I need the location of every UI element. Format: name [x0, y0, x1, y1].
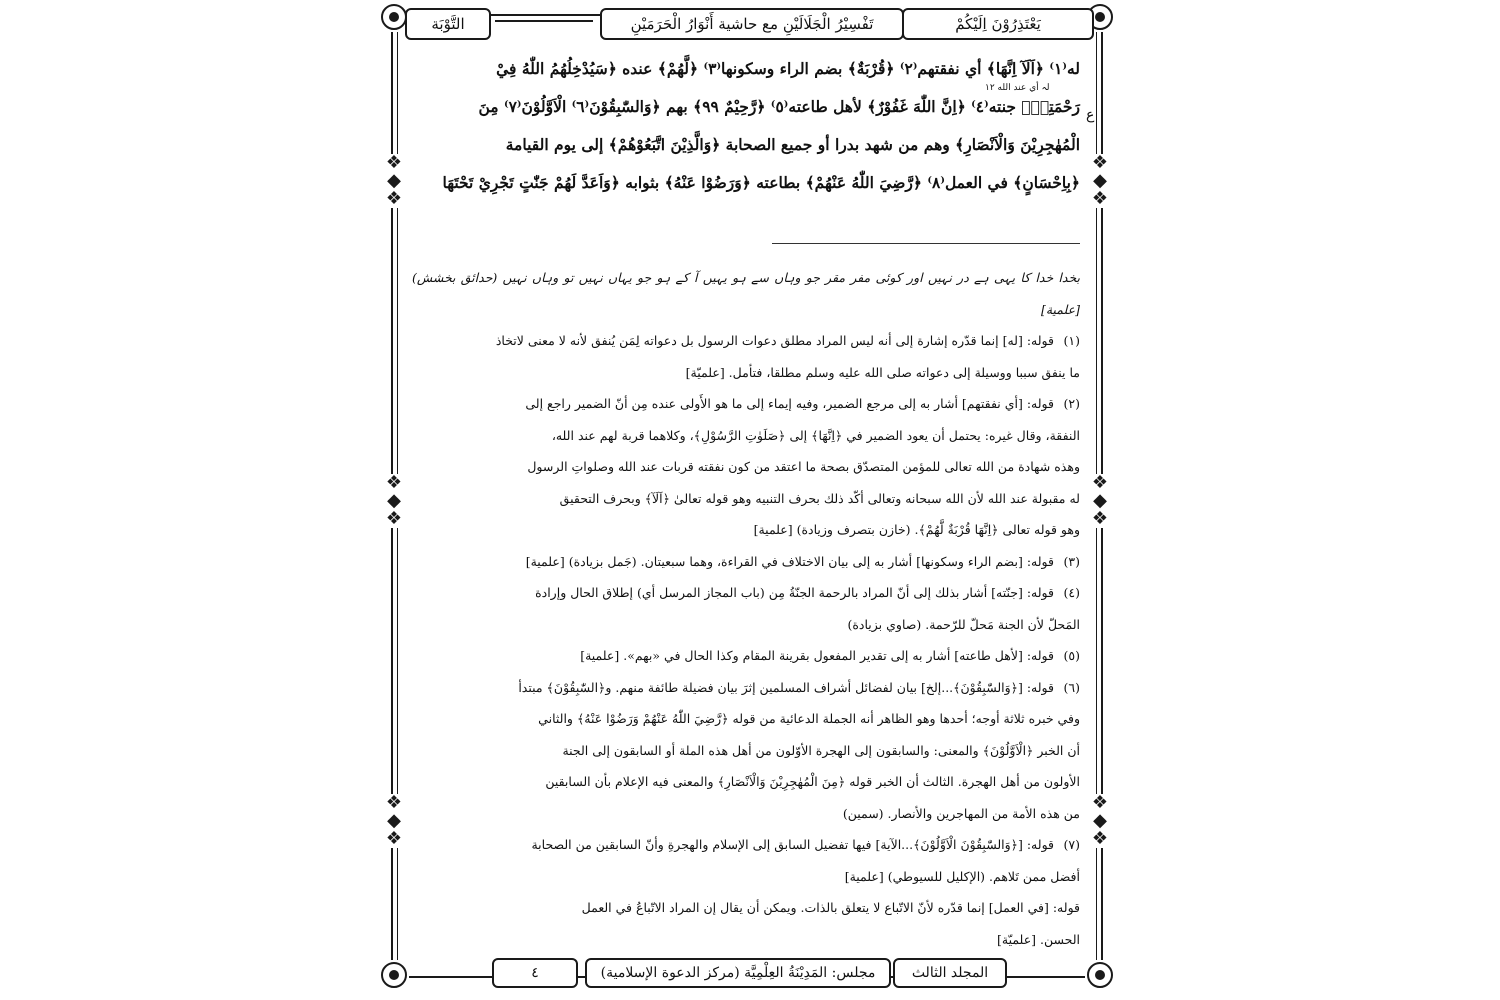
- footnote-8: [412, 892, 1080, 955]
- footnote-1: [412, 325, 1080, 388]
- footnote-6: [412, 672, 1080, 830]
- footnote-4: [412, 577, 1080, 640]
- footnote-5: [412, 640, 1080, 672]
- side-ornament-icon: ❖ ◆ ❖: [383, 474, 405, 528]
- footnote-line: وفي خبره ثلاثة أوجه؛ أحدها وهو الظاهر أنه الجملة الدعائية من قوله ﴿رَّضِيَ اللّٰهُ عَنْهُمْ وَرَضُوْا عَنْهُ﴾ والثاني: [538, 711, 1080, 726]
- footnote-separator: [772, 243, 1080, 244]
- footer-publisher: مجلس: المَدِيْنَةُ العِلْمِيَّة (مركز الدعوة الإسلامية): [585, 958, 891, 988]
- footnote-line: أن الخبر ﴿الْاَوَّلُوْنَ﴾ والمعنى: والسابقون إلى الهجرة الأوّلون من أهل هذه الملة أو السابقون إلى الجنة: [562, 742, 1080, 758]
- footnote-line: قوله: [أي نفقتهم] أشار به إلى مرجع الضمير، وفيه إيماء إلى ما هو الأَولى عنده مِن أنّ الضمير راجع إلى: [525, 396, 1054, 411]
- main-tafsir-text: [412, 50, 1080, 202]
- footnote-line: الأولون من أهل الهجرة. الثالث أن الخبر قوله ﴿مِنَ الْمُهٰجِرِيْنَ وَالْاَنْصَارِ﴾ والمعنى فيه الإعلام بأن السابقين: [545, 774, 1080, 789]
- header-divider: [495, 20, 593, 22]
- main-text-line: رَحْمَتِهٖ﴾ جنته⁽٤⁾ ﴿اِنَّ اللّٰهَ غَفُوْرٌ﴾ لأهل طاعته⁽٥⁾ ﴿رَّحِيْمٌ ۹۹﴾ بهم ﴿وَالسّٰبِقُوْنَ⁽٦⁾ الْاَوَّلُوْنَ⁽٧⁾ مِنَ: [478, 97, 1080, 116]
- footnote-number: (٥): [1063, 648, 1080, 663]
- footnote-3: [412, 546, 1080, 578]
- footnote-number: (٧): [1063, 837, 1080, 852]
- header-surah-name: التَّوْبَة: [405, 8, 491, 40]
- footnote-line: أفضل ممن تَلاهم. (الإكليل للسيوطي) [علمية]: [844, 868, 1080, 884]
- footnote-line: قوله: [في العمل] إنما قدّره لأنّ الاتّباع لا يتعلق بالذات. ويمكن أن يقال إن المراد الاتّباعُ في العمل: [581, 900, 1080, 915]
- footer-volume: المجلد الثالث: [893, 958, 1007, 988]
- footnote-line: ما ينفق سببا ووسيلة إلى دعواته صلى الله عليه وسلم مطلقا، فتأمل. [علميّة]: [685, 364, 1080, 380]
- main-text-line: الْمُهٰجِرِيْنَ وَالْاَنْصَارِ﴾ وهم من شهد بدرا أو جميع الصحابة ﴿وَالَّذِيْنَ اتَّبَعُوْهُمْ﴾ إلى يوم القيامة: [505, 135, 1080, 154]
- footnote-line: المَحلّ لأن الجنة مَحلّ للرّحمة. (صاوي بزيادة): [847, 616, 1080, 632]
- footnote-line: قوله: [بضم الراء وسكونها] أشار به إلى بيان الاختلاف في القراءة، وهما سبعيتان. (جَمل بزيادة) [علمية]: [525, 553, 1054, 569]
- side-ornament-icon: ❖ ◆ ❖: [383, 794, 405, 848]
- page-number: ٤: [492, 958, 578, 988]
- footnote-line: قوله: [﴿وَالسّٰبِقُوْنَ الْاَوَّلُوْنَ﴾...الآية] فيها تفضيل السابق إلى الإسلام والهجرةِ وأنّ السابقين من الصحابة: [531, 837, 1054, 852]
- corner-ornament-icon: [381, 962, 407, 988]
- footnote-line: من هذه الأمة من المهاجرين والأنصار. (سمين): [842, 805, 1080, 821]
- margin-ruku-mark: ع: [1086, 107, 1095, 123]
- footnote-line: قوله: [له] إنما قدّره إشارة إلى أنه ليس المراد مطلق دعوات الرسول بل دعواته لِمَن يُنفق لأنه لا معنى لاتخاذ: [495, 333, 1054, 348]
- footnote-line: له مقبولة عند الله لأن الله سبحانه وتعالى أكّد ذلك بحرف التنبيه وهو قوله تعالىٰ ﴿اَلَآ﴾ وبحرف التحقيق: [559, 490, 1080, 506]
- header-verse-ref: يَعْتَذِرُوْنَ اِلَيْكُمْ: [902, 8, 1094, 40]
- footnote-line: قوله: [﴿وَالسّٰبِقُوْنَ﴾...إلخ] بيان لفضائل أشراف المسلمين إثرَ بيان فضيلة طائفة منهم. و﴿السّٰبِقُوْنَ﴾ مبتدأ: [518, 679, 1054, 695]
- side-ornament-icon: ❖ ◆ ❖: [1089, 474, 1111, 528]
- corner-ornament-icon: [381, 4, 407, 30]
- footnote-number: (٤): [1063, 585, 1080, 600]
- footnote-line: وهذه شهادة من الله تعالى للمؤمن المتصدّق بصحة ما اعتقد من كون نفقته قربات عند الله وصلواتِ الرسول: [527, 459, 1080, 474]
- footnote-line: وهو قوله تعالى ﴿اِنَّهَا قُرْبَةٌ لَّهُمْ﴾. (خازن بتصرف وزيادة) [علمية]: [753, 522, 1080, 537]
- footnote-number: (١): [1063, 333, 1080, 348]
- footnote-line: النفقة، وقال غيره: يحتمل أن يعود الضمير في ﴿اِنَّهَا﴾ إلى ﴿صَلَوٰتِ الرَّسُوْلِ﴾، وكلاهما قربة لهم عند الله،: [551, 427, 1080, 443]
- main-text-line: ﴿بِاِحْسَانٍ﴾ في العمل⁽٨⁾ ﴿رَّضِيَ اللّٰهُ عَنْهُمْ﴾ بطاعته ﴿وَرَضُوْا عَنْهُ﴾ بثوابه ﴿وَاَعَدَّ لَهُمْ جَنّٰتٍ تَجْرِيْ تَحْتَهَا: [442, 173, 1080, 192]
- footnote-number: (٦): [1063, 679, 1080, 695]
- footnote-number: (٢): [1063, 396, 1080, 411]
- side-ornament-icon: ❖ ◆ ❖: [1089, 154, 1111, 208]
- footnotes-section: [412, 262, 1080, 955]
- footnote-line: قوله: [جنّته] أشار بذلك إلى أنّ المراد بالرحمة الجنّةُ مِن (باب المجاز المرسل أي) إطلاق الحال وإرادة: [535, 585, 1054, 600]
- footnote-number: (٣): [1063, 553, 1080, 569]
- footnote-2: [412, 388, 1080, 546]
- header-book-title: تَفْسِيْرُ الْجَلَالَيْنِ مع حاشية أَنْوَارُ الْحَرَمَيْنِ: [600, 8, 904, 40]
- urdu-couplet: بخدا خدا کا یہی ہے در نہیں اور کوئی مفر مقر جو وہاں سے ہو یہیں آ کے ہو جو یہاں نہیں تو وہاں نہیں (حدائق بخشش) [علمية]: [412, 270, 1080, 317]
- footnote-line: قوله: [لأهل طاعته] أشار به إلى تقدير المفعول بقرينة المقام وكذا الحال في «بهم». [علمية]: [580, 648, 1054, 663]
- interlinear-note: لہ أي عند الله ١٢: [985, 83, 1050, 93]
- corner-ornament-icon: [1087, 962, 1113, 988]
- footnote-7: [412, 829, 1080, 892]
- main-text-line: له⁽١⁾ ﴿اَلَآ اِنَّهَا﴾ أي نفقتهم⁽٢⁾ ﴿قُرْبَةٌ﴾ بضم الراء وسكونها⁽٣⁾ ﴿لَّهُمْ﴾ عنده ﴿سَيُدْخِلُهُمُ اللّٰهُ فِيْ: [496, 59, 1080, 78]
- footnote-line: الحسن. [علميّة]: [996, 931, 1080, 947]
- side-ornament-icon: ❖ ◆ ❖: [383, 154, 405, 208]
- side-ornament-icon: ❖ ◆ ❖: [1089, 794, 1111, 848]
